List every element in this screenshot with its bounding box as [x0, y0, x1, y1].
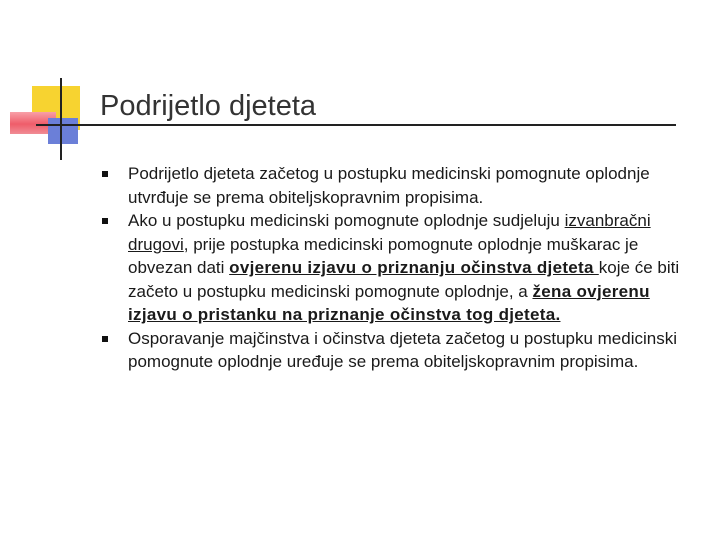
- bullet-item: [100, 162, 680, 209]
- bullet-text: Osporavanje majčinstva i očinstva djeteta začetog u postupku medicinski pomognute oplodnje uređuje se prema obiteljskopravnim propisima.: [128, 328, 678, 371]
- bullet-text: koje će biti začeto u postupku medicinski pomognute oplodnje, a: [128, 258, 680, 301]
- square-bullet-icon: [102, 218, 108, 224]
- square-bullet-icon: [102, 336, 108, 342]
- decor-vertical-line: [60, 78, 62, 160]
- decor-blue-square: [48, 118, 78, 144]
- title-underline: [36, 124, 676, 126]
- emphasized-text: ovjerenu izjavu o priznanju očinstva djeteta: [229, 258, 599, 277]
- underlined-term: izvanbračni drugovi: [128, 211, 651, 254]
- bullet-item: [100, 327, 680, 374]
- slide-title: Podrijetlo djeteta: [100, 90, 317, 122]
- bullet-text: Podrijetlo djeteta začetog u postupku medicinski pomognute oplodnje utvrđuje se prema obiteljskopravnim propisima.: [128, 164, 650, 207]
- bullet-item: [100, 209, 680, 327]
- bullet-list: [100, 162, 680, 374]
- square-bullet-icon: [102, 171, 108, 177]
- bullet-text: , prije postupka medicinski pomognute oplodnje muškarac je obvezan dati: [128, 234, 639, 277]
- bullet-text: Ako u postupku medicinski pomognute oplodnje sudjeluju: [128, 211, 565, 230]
- emphasized-text: žena ovjerenu izjavu o pristanku na priznanje očinstva tog djeteta.: [128, 281, 650, 324]
